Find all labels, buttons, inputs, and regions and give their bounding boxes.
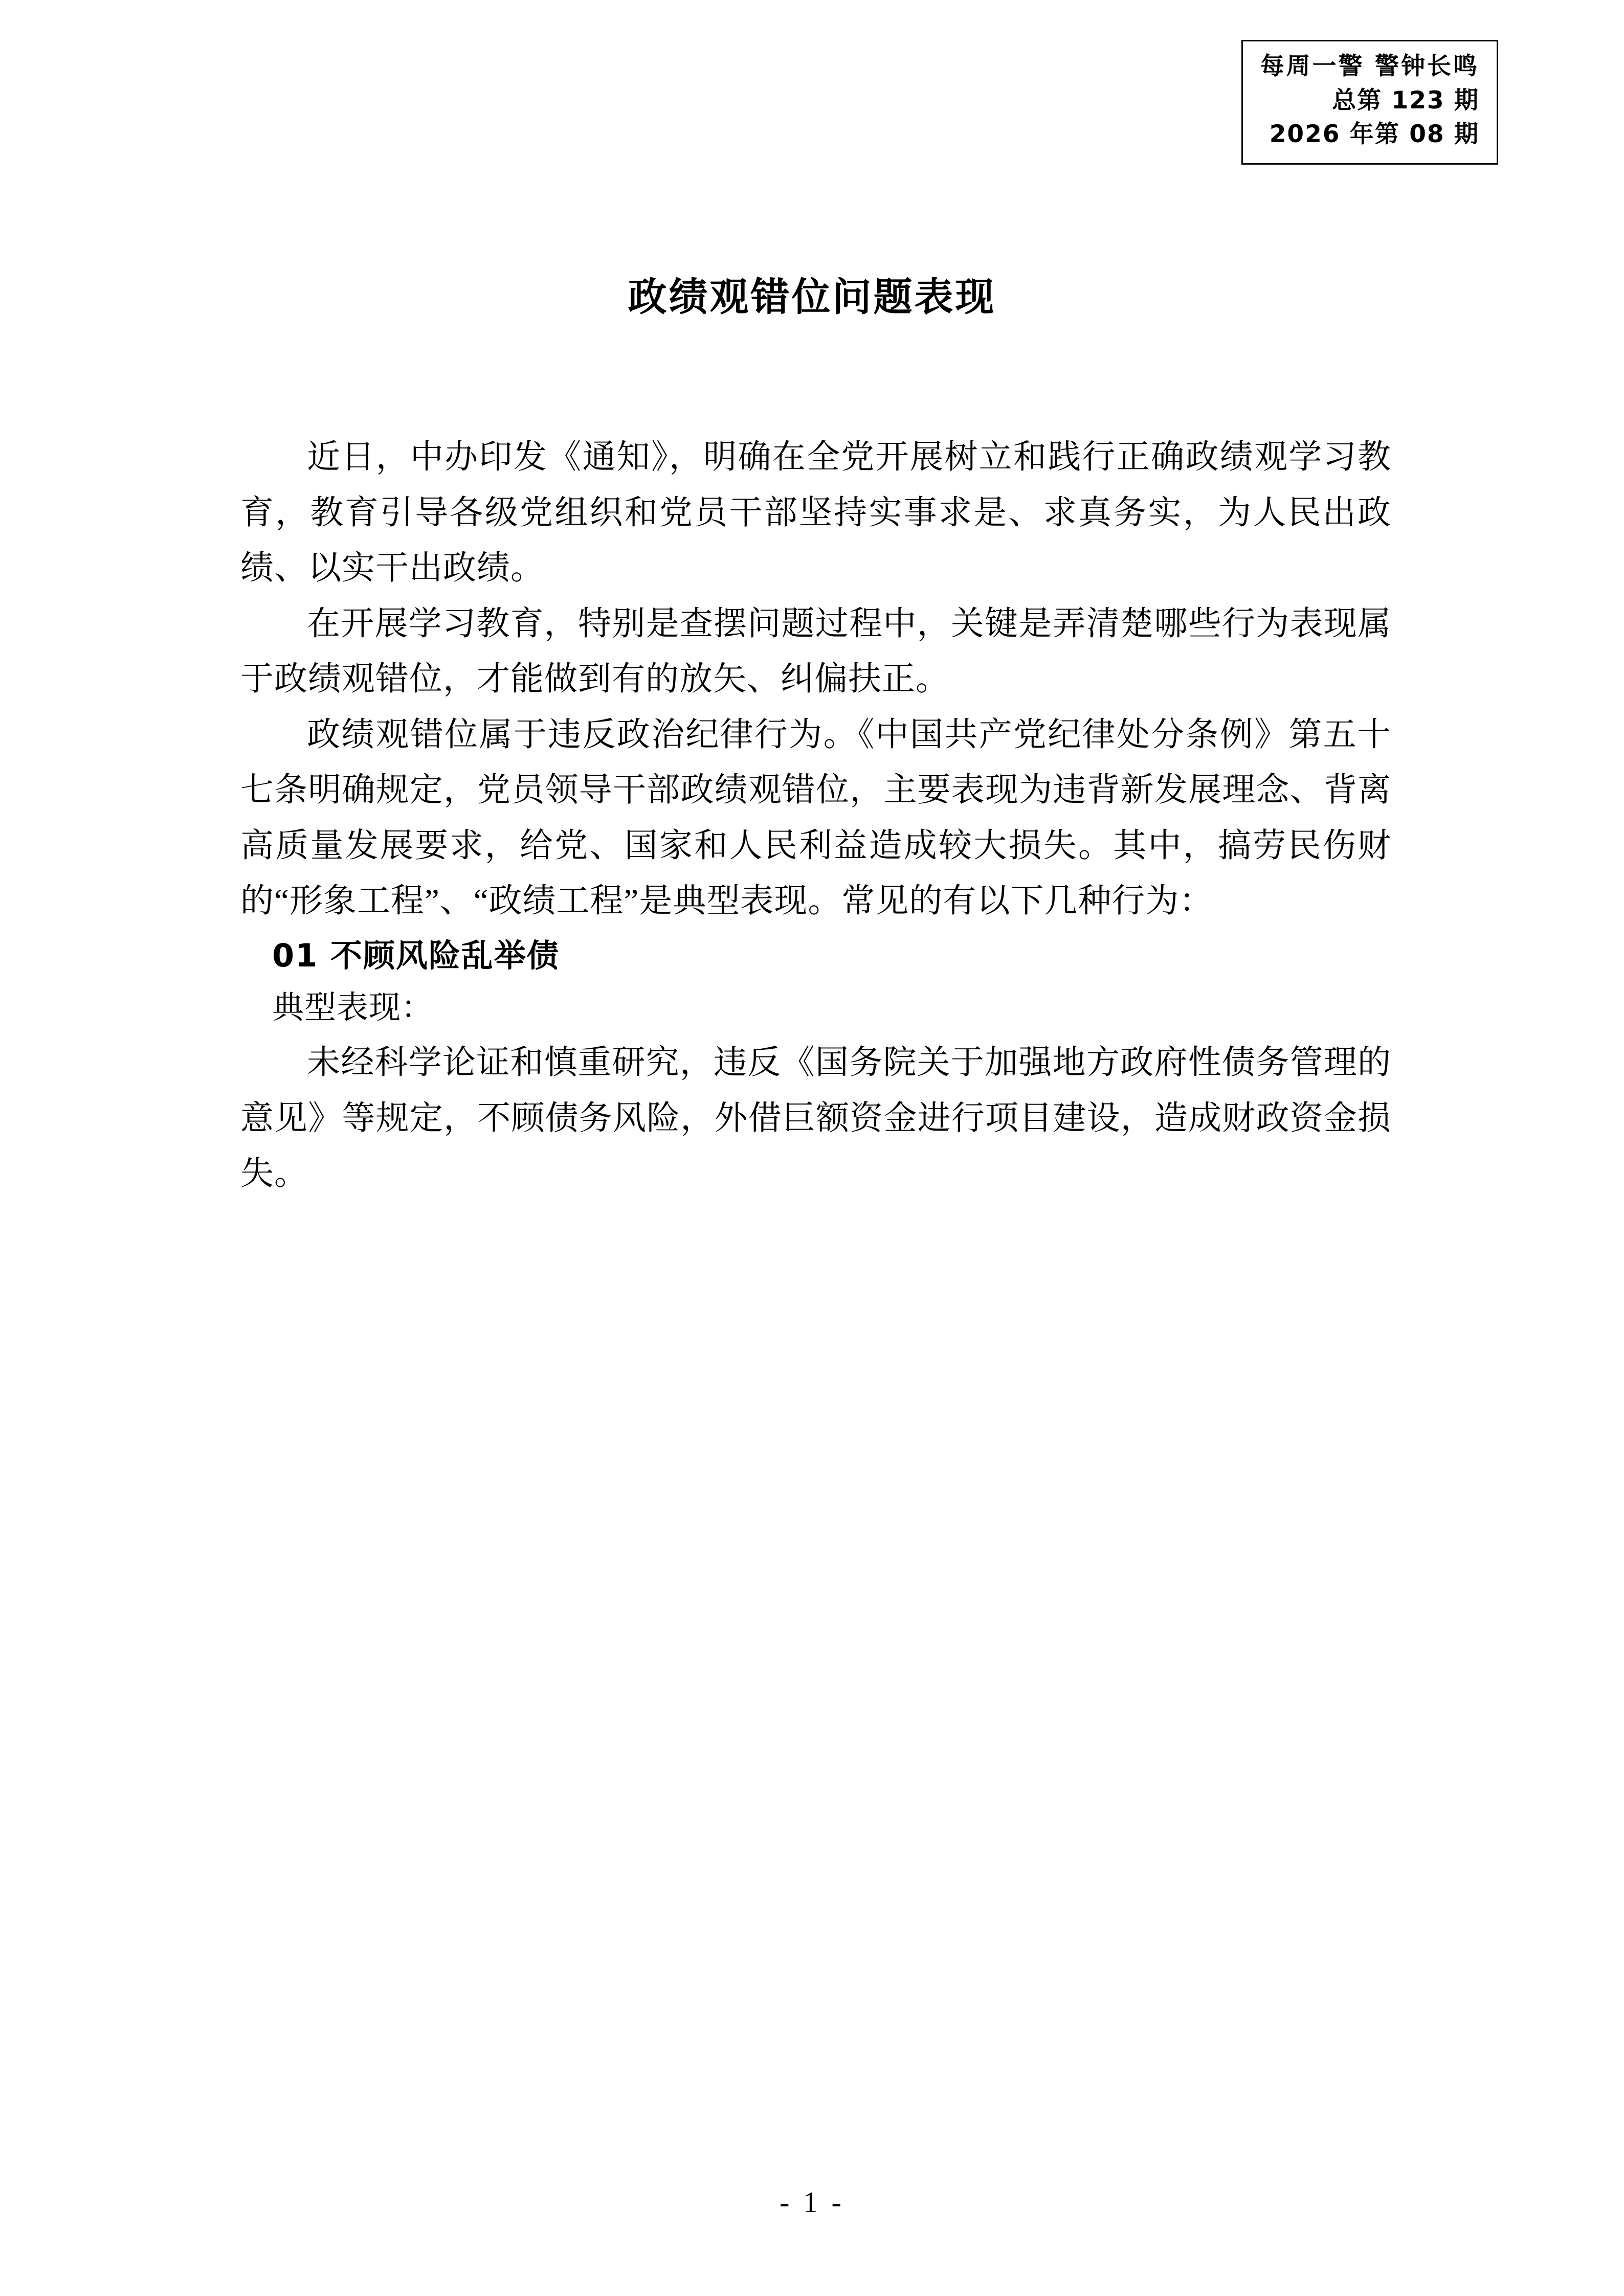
page-title: 政绩观错位问题表现 <box>628 274 996 320</box>
section-paragraph: 未经科学论证和慎重研究，违反《国务院关于加强地方政府性债务管理的意见》等规定，不顾债务风险，外借巨额资金进行项目建设，造成财政资金损失。 <box>240 1044 1391 1192</box>
issue-slogan: 每周一警 警钟长鸣 <box>1260 52 1479 80</box>
issue-header-box <box>1241 40 1498 165</box>
issue-year-number: 2026 年第 08 期 <box>1269 120 1479 149</box>
page-number: - 1 - <box>780 2186 844 2219</box>
paragraph-3: 政绩观错位属于违反政治纪律行为。《中国共产党纪律处分条例》第五十七条明确规定，党员领导干部政绩观错位，主要表现为违背新发展理念、背离高质量发展要求，给党、国家和人民利益造成较大损失。其中，搞劳民伤财的“形象工程”、“政绩工程”是典型表现。常见的有以下几种行为： <box>240 716 1391 920</box>
paragraph-2: 在开展学习教育，特别是查摆问题过程中，关键是弄清楚哪些行为表现属于政绩观错位，才能做到有的放矢、纠偏扶正。 <box>240 605 1391 698</box>
issue-total-number: 总第 123 期 <box>1332 86 1479 115</box>
section-heading-01: 01 不顾风险乱举债 <box>272 936 560 974</box>
document-body <box>240 430 1391 1202</box>
section-subheading: 典型表现： <box>272 991 434 1026</box>
paragraph-1: 近日，中办印发《通知》，明确在全党开展树立和践行正确政绩观学习教育，教育引导各级党组织和党员干部坚持实事求是、求真务实，为人民出政绩、以实干出政绩。 <box>240 439 1391 587</box>
